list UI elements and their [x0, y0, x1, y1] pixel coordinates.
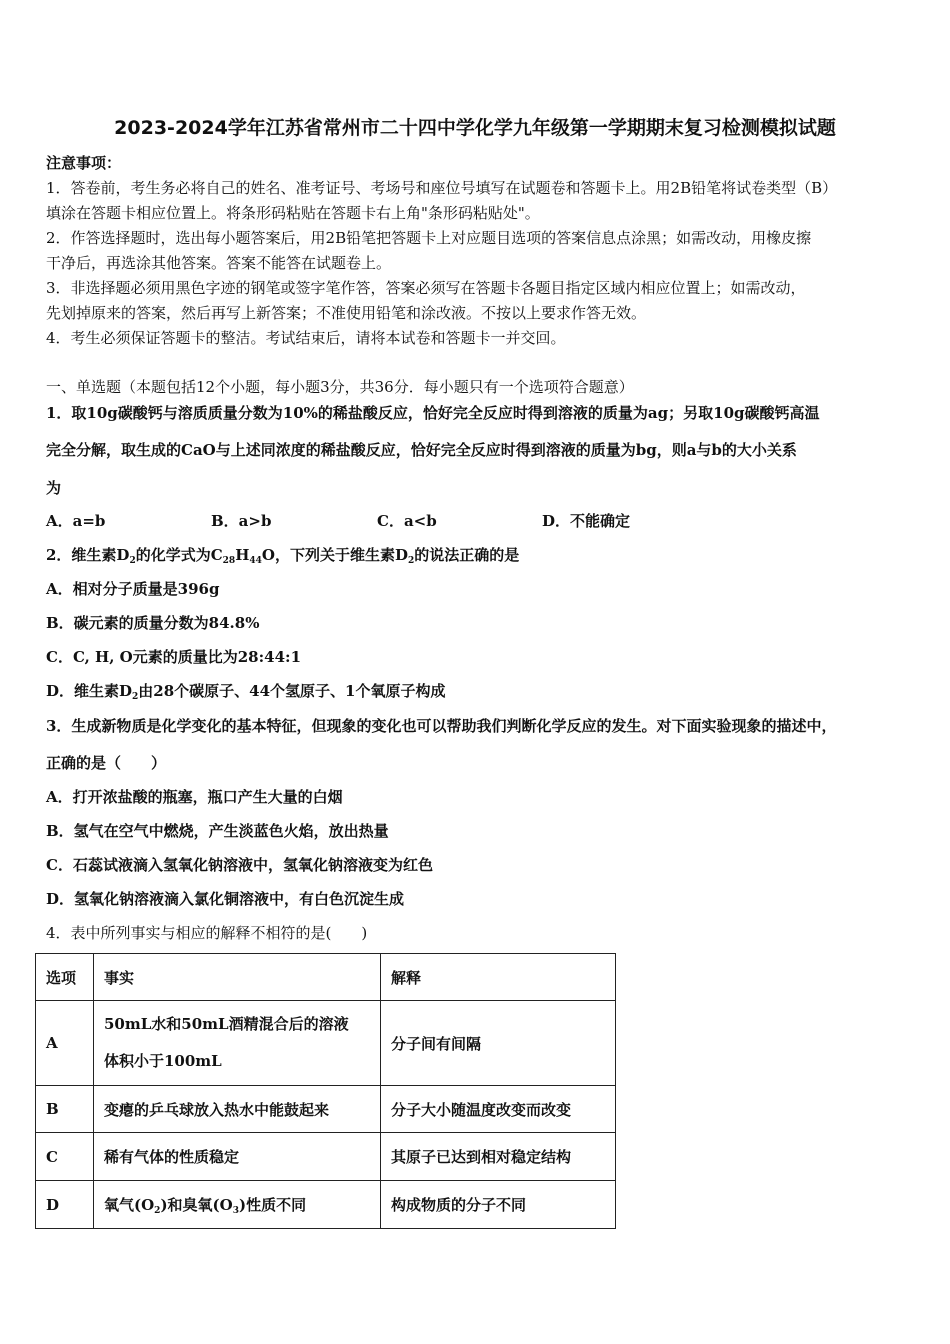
q3-option-a: A．打开浓盐酸的瓶塞，瓶口产生大量的白烟 [46, 788, 343, 806]
fact-cell: 50mL水和50mL酒精混合后的溶液 体积小于100mL [94, 1001, 381, 1086]
q4-table [35, 953, 616, 1229]
reason-cell: 构成物质的分子不同 [381, 1181, 616, 1229]
notice-line: 2．作答选择题时，选出每小题答案后，用2B铅笔把答题卡上对应题目选项的答案信息点涂黑；如需改动，用橡皮擦 [46, 229, 812, 247]
q1-option-b: B．a>b [211, 512, 272, 530]
notice-line: 1．答卷前，考生务必将自己的姓名、准考证号、考场号和座位号填写在试题卷和答题卡上。用2B铅笔将试卷类型（B） [46, 179, 838, 197]
q1-option-a: A．a=b [46, 512, 106, 530]
q1-option-c: C．a<b [377, 512, 437, 530]
option-cell: D [36, 1181, 94, 1229]
table-row [36, 1086, 616, 1133]
q2-option-d: D．维生素$D_2$由28个碳原子、44个氢原子、1个氧原子构成 [46, 682, 446, 702]
q1-option-d: D．不能确定 [542, 512, 631, 530]
header-cell: 事实 [94, 954, 381, 1001]
option-cell: B [36, 1086, 94, 1133]
q3-stem: 正确的是（ ） [46, 754, 167, 772]
q2-option-b: B．碳元素的质量分数为84.8% [46, 614, 260, 632]
q4-stem: 4．表中所列事实与相应的解释不相符的是( ) [46, 924, 368, 942]
q3-option-b: B．氢气在空气中燃烧，产生淡蓝色火焰，放出热量 [46, 822, 389, 840]
notice-heading: 注意事项： [46, 154, 122, 172]
table-row [36, 1133, 616, 1181]
q2-option-a: A．相对分子质量是396g [46, 580, 220, 598]
notice-line: 4．考生必须保证答题卡的整洁。考试结束后，请将本试卷和答题卡一并交回。 [46, 329, 566, 347]
q2-option-c: C．C, H, O元素的质量比为28:44:1 [46, 648, 302, 666]
option-cell: C [36, 1133, 94, 1181]
table-row [36, 1181, 616, 1229]
table-row [36, 1001, 616, 1086]
q3-option-c: C．石蕊试液滴入氢氧化钠溶液中，氢氧化钠溶液变为红色 [46, 856, 433, 874]
q1-stem: 为 [46, 479, 62, 497]
notice-line: 先划掉原来的答案，然后再写上新答案；不准使用铅笔和涂改液。不按以上要求作答无效。 [46, 304, 647, 322]
page-title: 2023-2024学年江苏省常州市二十四中学化学九年级第一学期期末复习检测模拟试题 [114, 117, 836, 139]
q1-stem: 1．取10g碳酸钙与溶质质量分数为10%的稀盐酸反应，恰好完全反应时得到溶液的质量为ag；另取10g碳酸钙高温 [46, 404, 820, 422]
q3-option-d: D．氢氧化钠溶液滴入氯化铜溶液中，有白色沉淀生成 [46, 890, 405, 908]
header-cell: 解释 [381, 954, 616, 1001]
q1-stem: 完全分解，取生成的CaO与上述同浓度的稀盐酸反应，恰好完全反应时得到溶液的质量为bg，则a与b的大小关系 [46, 441, 797, 459]
fact-cell: 稀有气体的性质稳定 [94, 1133, 381, 1181]
fact-cell: 变瘪的乒乓球放入热水中能鼓起来 [94, 1086, 381, 1133]
option-cell: A [36, 1001, 94, 1086]
reason-cell: 分子间有间隔 [381, 1001, 616, 1086]
reason-cell: 其原子已达到相对稳定结构 [381, 1133, 616, 1181]
notice-line: 干净后，再选涂其他答案。答案不能答在试题卷上。 [46, 254, 392, 272]
header-cell: 选项 [36, 954, 94, 1001]
q3-stem: 3．生成新物质是化学变化的基本特征，但现象的变化也可以帮助我们判断化学反应的发生。对下面实验现象的描述中， [46, 717, 837, 735]
notice-line: 3．非选择题必须用黑色字迹的钢笔或签字笔作答，答案必须写在答题卡各题目指定区域内相应位置上；如需改动， [46, 279, 806, 297]
q2-stem: 2．维生素$D_2$的化学式为$C_{28}H_{44}O$，下列关于维生素$D_2$的说法正确的是 [46, 546, 520, 566]
reason-cell: 分子大小随温度改变而改变 [381, 1086, 616, 1133]
section-heading: 一、单选题（本题包括12个小题，每小题3分，共36分．每小题只有一个选项符合题意） [46, 378, 634, 396]
fact-cell: 氧气$(O_2)$和臭氧$(O_3)$性质不同 [94, 1181, 381, 1229]
table-header-row [36, 954, 616, 1001]
notice-line: 填涂在答题卡相应位置上。将条形码粘贴在答题卡右上角"条形码粘贴处"。 [46, 204, 540, 222]
